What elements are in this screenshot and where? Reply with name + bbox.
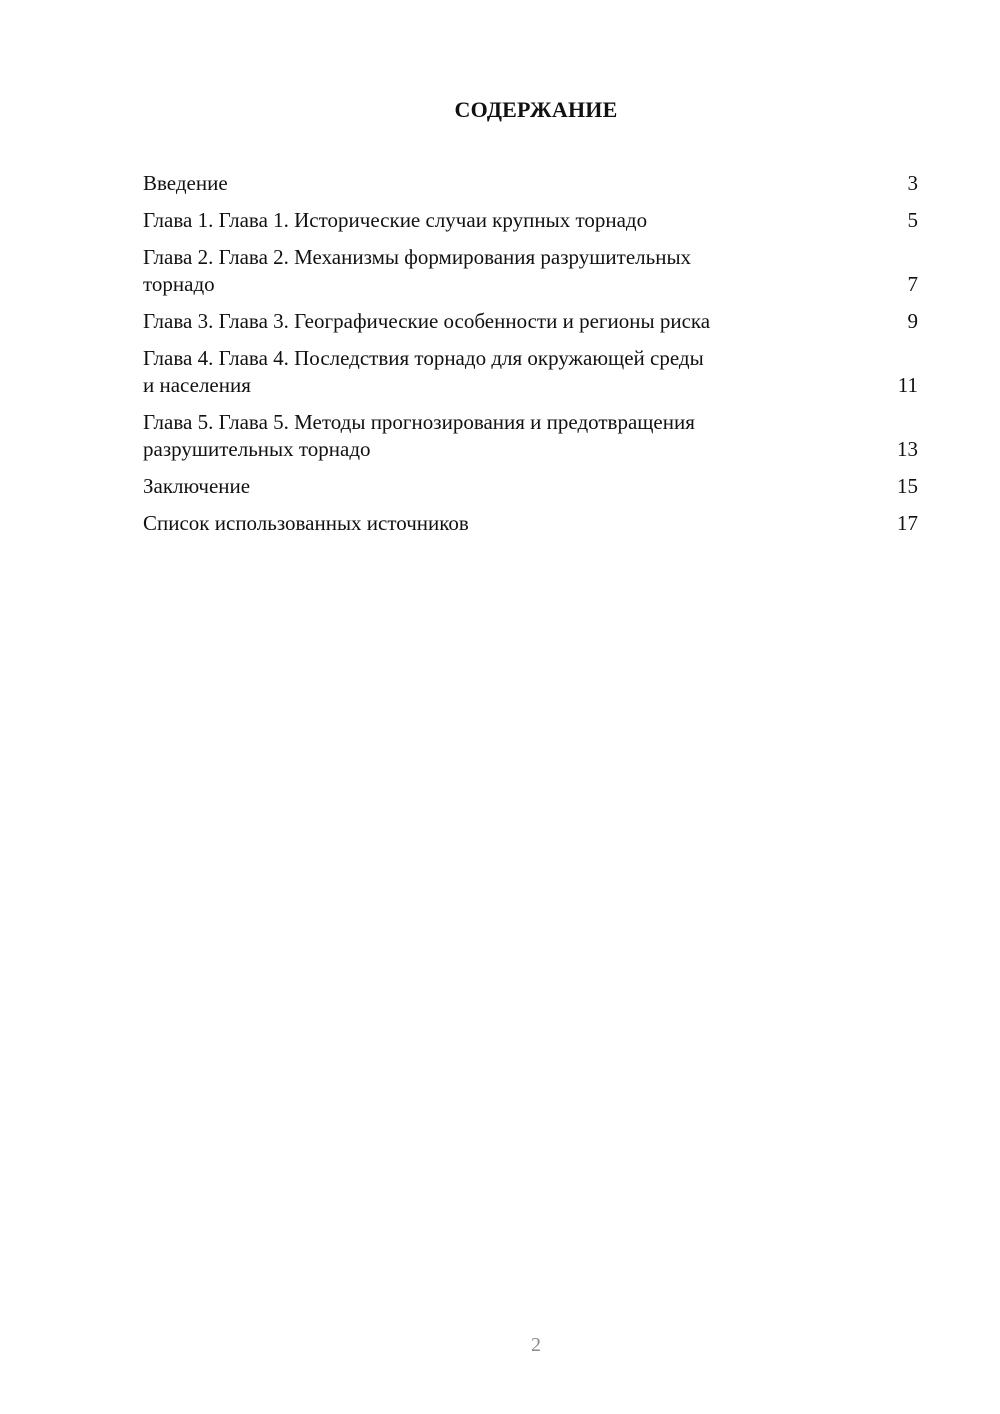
toc-entry-page: 3 [907, 171, 918, 195]
toc-entry-chapter-1[interactable] [143, 207, 918, 234]
toc-entry-page: 11 [897, 373, 918, 397]
toc-entry-chapter-5[interactable] [143, 409, 918, 463]
toc-entry-title: Глава 1. Глава 1. Исторические случаи крупных торнадо [143, 208, 648, 232]
toc-entry-references[interactable] [143, 510, 918, 537]
toc-entry-page: 13 [897, 437, 918, 461]
toc-entry-title: Введение [143, 171, 228, 195]
toc-entry-page: 9 [907, 309, 918, 333]
toc-entry-title: Заключение [143, 474, 251, 498]
toc-entry-page: 7 [907, 272, 918, 296]
toc-entry-title: Список использованных источников [143, 511, 469, 535]
toc-entry-chapter-2[interactable] [143, 244, 918, 298]
table-of-contents [143, 170, 918, 547]
toc-entry-page: 15 [897, 474, 918, 498]
page-number: 2 [531, 1334, 541, 1356]
toc-entry-chapter-3[interactable] [143, 308, 918, 335]
toc-entry-page: 17 [897, 511, 918, 535]
page-title: СОДЕРЖАНИЕ [454, 97, 618, 122]
toc-entry-title: Глава 4. Глава 4. Последствия торнадо для окружающей среды и населения [143, 346, 704, 397]
toc-entry-title: Глава 5. Глава 5. Методы прогнозирования и предотвращения разрушительных торнадо [143, 410, 695, 461]
toc-entry-title: Глава 3. Глава 3. Географические особенности и регионы риска [143, 309, 711, 333]
toc-entry-introduction[interactable] [143, 170, 918, 197]
toc-entry-conclusion[interactable] [143, 473, 918, 500]
toc-entry-chapter-4[interactable] [143, 345, 918, 399]
toc-entry-page: 5 [907, 208, 918, 232]
toc-entry-title: Глава 2. Глава 2. Механизмы формирования разрушительных торнадо [143, 245, 692, 296]
